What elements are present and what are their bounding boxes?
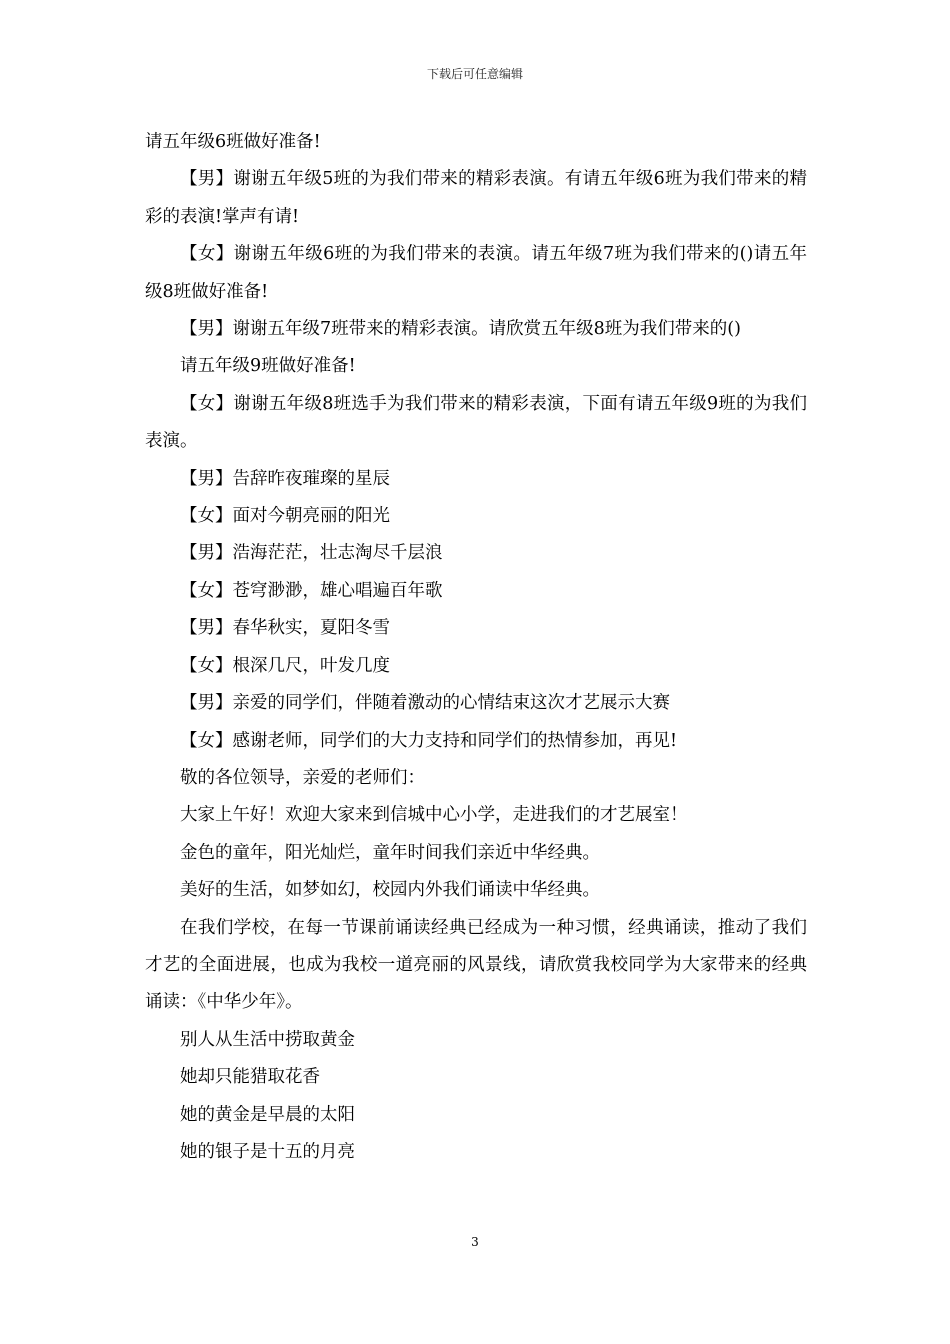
document-body bbox=[145, 124, 807, 1171]
paragraph-12: 【女】根深几尺，叶发几度 bbox=[180, 655, 390, 676]
paragraph-14: 【女】感谢老师，同学们的大力支持和同学们的热情参加，再见! bbox=[180, 730, 678, 751]
paragraph-3: 【女】谢谢五年级6班的为我们带来的表演。请五年级7班为我们带来的()请五年级8班做好准备! bbox=[145, 244, 807, 302]
page-header: 下载后可任意编辑 bbox=[426, 67, 523, 81]
paragraph-21: 她却只能猎取花香 bbox=[180, 1067, 320, 1088]
paragraph-4: 【男】谢谢五年级7班带来的精彩表演。请欣赏五年级8班为我们带来的() bbox=[180, 319, 741, 340]
paragraph-23: 她的银子是十五的月亮 bbox=[180, 1141, 355, 1162]
paragraph-2: 【男】谢谢五年级5班的为我们带来的精彩表演。有请五年级6班为我们带来的精彩的表演!掌声有请! bbox=[145, 169, 807, 227]
page-number: 3 bbox=[471, 1235, 479, 1249]
paragraph-20: 别人从生活中捞取黄金 bbox=[180, 1029, 355, 1050]
paragraph-7: 【男】告辞昨夜璀璨的星辰 bbox=[180, 468, 390, 489]
paragraph-22: 她的黄金是早晨的太阳 bbox=[180, 1104, 355, 1125]
paragraph-8: 【女】面对今朝亮丽的阳光 bbox=[180, 506, 390, 527]
paragraph-9: 【男】浩海茫茫，壮志淘尽千层浪 bbox=[180, 543, 443, 564]
paragraph-10: 【女】苍穹渺渺，雄心唱遍百年歌 bbox=[180, 580, 443, 601]
paragraph-1: 请五年级6班做好准备! bbox=[145, 132, 321, 152]
paragraph-11: 【男】春华秋实，夏阳冬雪 bbox=[180, 618, 390, 639]
paragraph-15: 敬的各位领导，亲爱的老师们： bbox=[180, 767, 425, 788]
paragraph-6: 【女】谢谢五年级8班选手为我们带来的精彩表演，下面有请五年级9班的为我们表演。 bbox=[145, 393, 807, 452]
paragraph-19: 在我们学校，在每一节课前诵读经典已经成为一种习惯，经典诵读，推动了我们才艺的全面进展，也成为我校一道亮丽的风景线，请欣赏我校同学为大家带来的经典诵读：《中华少年》。 bbox=[145, 917, 807, 1013]
paragraph-13: 【男】亲爱的同学们，伴随着激动的心情结束这次才艺展示大赛 bbox=[180, 693, 670, 714]
paragraph-17: 金色的童年，阳光灿烂，童年时间我们亲近中华经典。 bbox=[180, 842, 600, 863]
paragraph-16: 大家上午好！欢迎大家来到信城中心小学，走进我们的才艺展室！ bbox=[180, 805, 688, 826]
paragraph-18: 美好的生活，如梦如幻，校园内外我们诵读中华经典。 bbox=[180, 880, 600, 901]
paragraph-5: 请五年级9班做好准备! bbox=[180, 356, 356, 377]
